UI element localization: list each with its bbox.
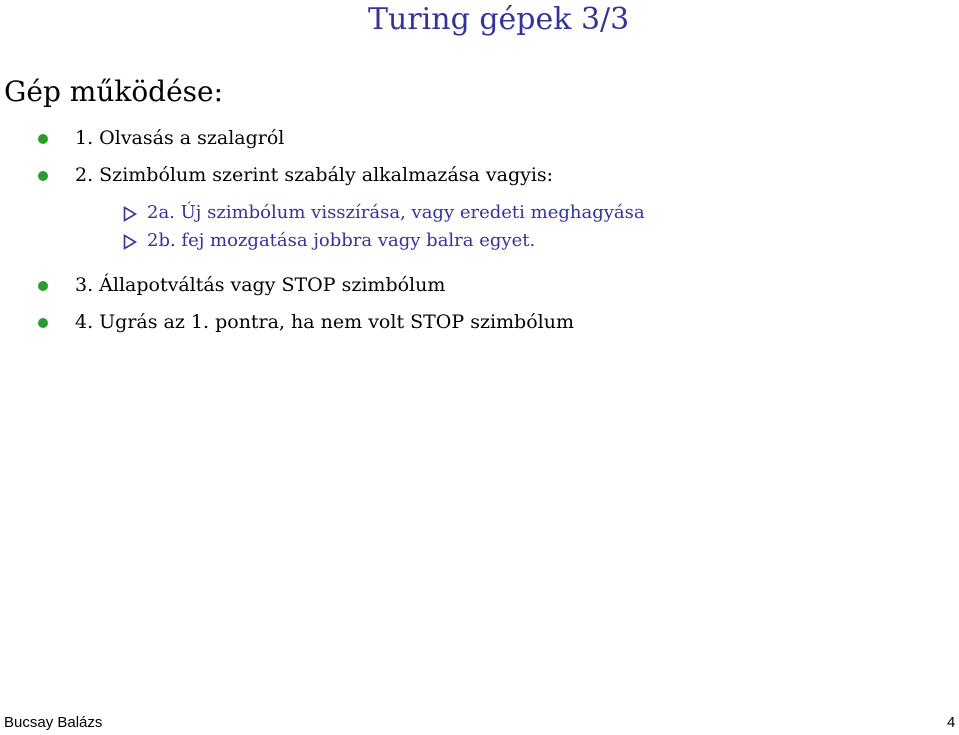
list-item-text: 4. Ugrás az 1. pontra, ha nem volt STOP szimbólum [75,311,574,333]
list-item-text: 3. Állapotváltás vagy STOP szimbólum [75,274,446,296]
sub-list-item-text: 2b. fej mozgatása jobbra vagy balra egyet. [147,230,536,251]
triangle-right-icon [123,206,137,222]
footer-page-number: 4 [947,714,956,731]
list-item-text: 1. Olvasás a szalagról [75,127,285,149]
sub-list-item-text: 2a. Új szimbólum visszírása, vagy eredeti meghagyása [147,202,645,223]
bullet-icon [38,134,48,144]
slide-title: Turing gépek 3/3 [368,2,630,37]
bullet-icon [38,171,48,181]
bullet-icon [38,318,48,328]
bullet-icon [38,281,48,291]
section-heading: Gép működése: [4,75,224,108]
footer-author: Bucsay Balázs [4,714,103,731]
triangle-right-icon [123,234,137,250]
list-item-text: 2. Szimbólum szerint szabály alkalmazása vagyis: [75,164,554,186]
